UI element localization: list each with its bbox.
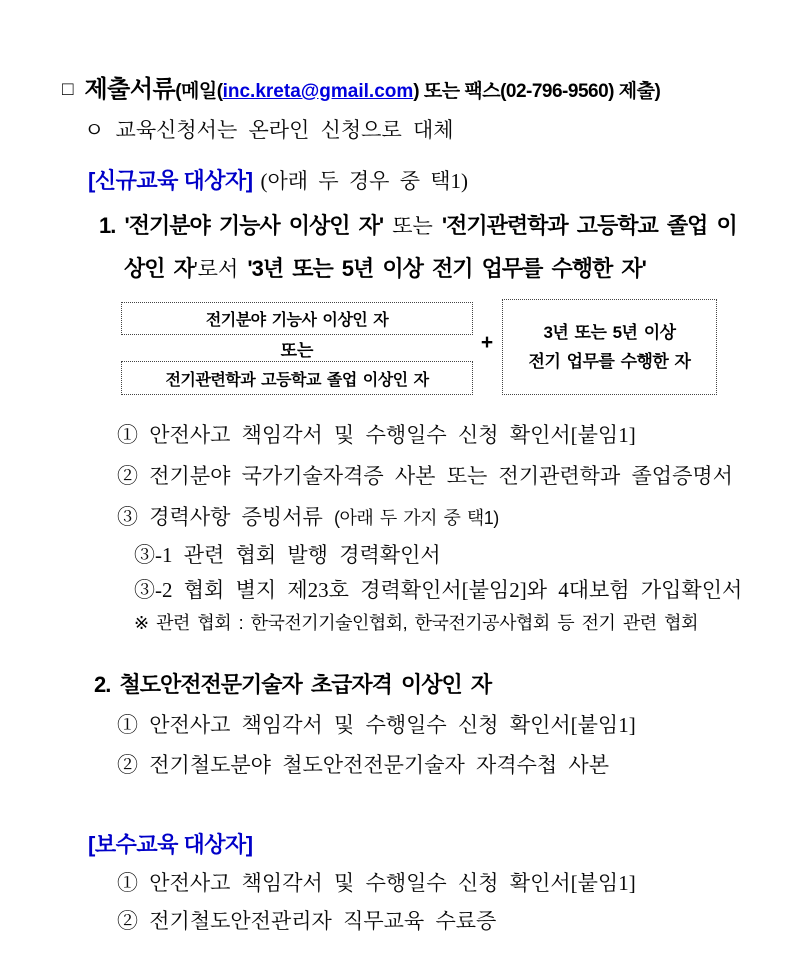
new-education-item1-line2 — [124, 252, 646, 283]
item2-doc-2: ② 전기철도분야 철도안전전문기술자 자격수첩 사본 — [117, 753, 610, 777]
heading-post-email: ) 또는 팩스(02-796-9560) 제출) — [413, 81, 661, 102]
item1-doc-1: ① 안전사고 책임각서 및 수행일수 신청 확인서[붙임1] — [117, 423, 636, 447]
qualification-diagram — [121, 298, 717, 398]
item1-doc-3-sub1: ③-1 관련 협회 발행 경력확인서 — [134, 543, 441, 567]
item1-doc-3-main: ③ 경력사항 증빙서류 — [117, 505, 323, 529]
email-link[interactable]: inc.kreta@gmail.com — [222, 81, 414, 102]
refresher-doc-1: ① 안전사고 책임각서 및 수행일수 신청 확인서[붙임1] — [117, 871, 636, 895]
heading-pre-email: (메일( — [175, 81, 223, 102]
diagram-box-experience — [502, 299, 717, 395]
item1-doc-2: ② 전기분야 국가기술자격증 사본 또는 전기관련학과 졸업증명서 — [117, 464, 733, 488]
item1-or-text: 또는 — [392, 214, 433, 238]
plus-icon: + — [480, 331, 494, 354]
diagram-experience-line1: 3년 또는 5년 이상 — [543, 323, 676, 342]
heading-title: 제출서류 — [84, 76, 176, 103]
diagram-experience-line2: 전기 업무를 수행한 자 — [528, 352, 691, 371]
item1-qualification-b-cont: 상인 자 — [124, 256, 194, 281]
item1-doc-3-sub2: ③-2 협회 별지 제23호 경력확인서[붙임2]와 4대보험 가입확인서 — [134, 578, 743, 602]
diagram-box-technician: 전기분야 기능사 이상인 자 — [121, 302, 473, 335]
item1-qualification-b: '전기관련학과 고등학교 졸업 이 — [441, 213, 737, 238]
new-education-heading-note: (아래 두 경우 중 택1) — [260, 169, 469, 193]
related-association-note: ※ 관련 협회 : 한국전기기술인협회, 한국전기공사협회 등 전기 관련 협회 — [134, 613, 698, 633]
new-education-heading: [신규교육 대상자] — [88, 168, 253, 193]
new-education-heading-line — [88, 164, 468, 195]
checkbox-icon: □ — [62, 79, 74, 100]
item2-doc-1: ① 안전사고 책임각서 및 수행일수 신청 확인서[붙임1] — [117, 713, 636, 737]
new-education-item2-heading: 2. 철도안전전문기술자 초급자격 이상인 자 — [94, 672, 492, 697]
item1-experience-condition: '3년 또는 5년 이상 전기 업무를 수행한 자' — [247, 256, 646, 281]
item1-number: 1. — [99, 213, 116, 238]
refresher-doc-2: ② 전기철도안전관리자 직무교육 수료증 — [117, 909, 497, 933]
submission-docs-heading — [62, 69, 660, 104]
item1-doc-3 — [117, 501, 499, 531]
item1-roseo-text: '로서 — [193, 257, 239, 281]
online-application-note: ㅇ 교육신청서는 온라인 신청으로 대체 — [84, 118, 454, 142]
item1-qualification-a: '전기분야 기능사 이상인 자' — [124, 213, 384, 238]
item1-doc-3-note: (아래 두 가지 중 택1) — [334, 508, 499, 528]
refresher-education-heading: [보수교육 대상자] — [88, 832, 253, 857]
diagram-box-highschool: 전기관련학과 고등학교 졸업 이상인 자 — [121, 361, 473, 395]
diagram-or-label: 또는 — [280, 341, 314, 360]
new-education-item1-line1 — [99, 209, 737, 240]
